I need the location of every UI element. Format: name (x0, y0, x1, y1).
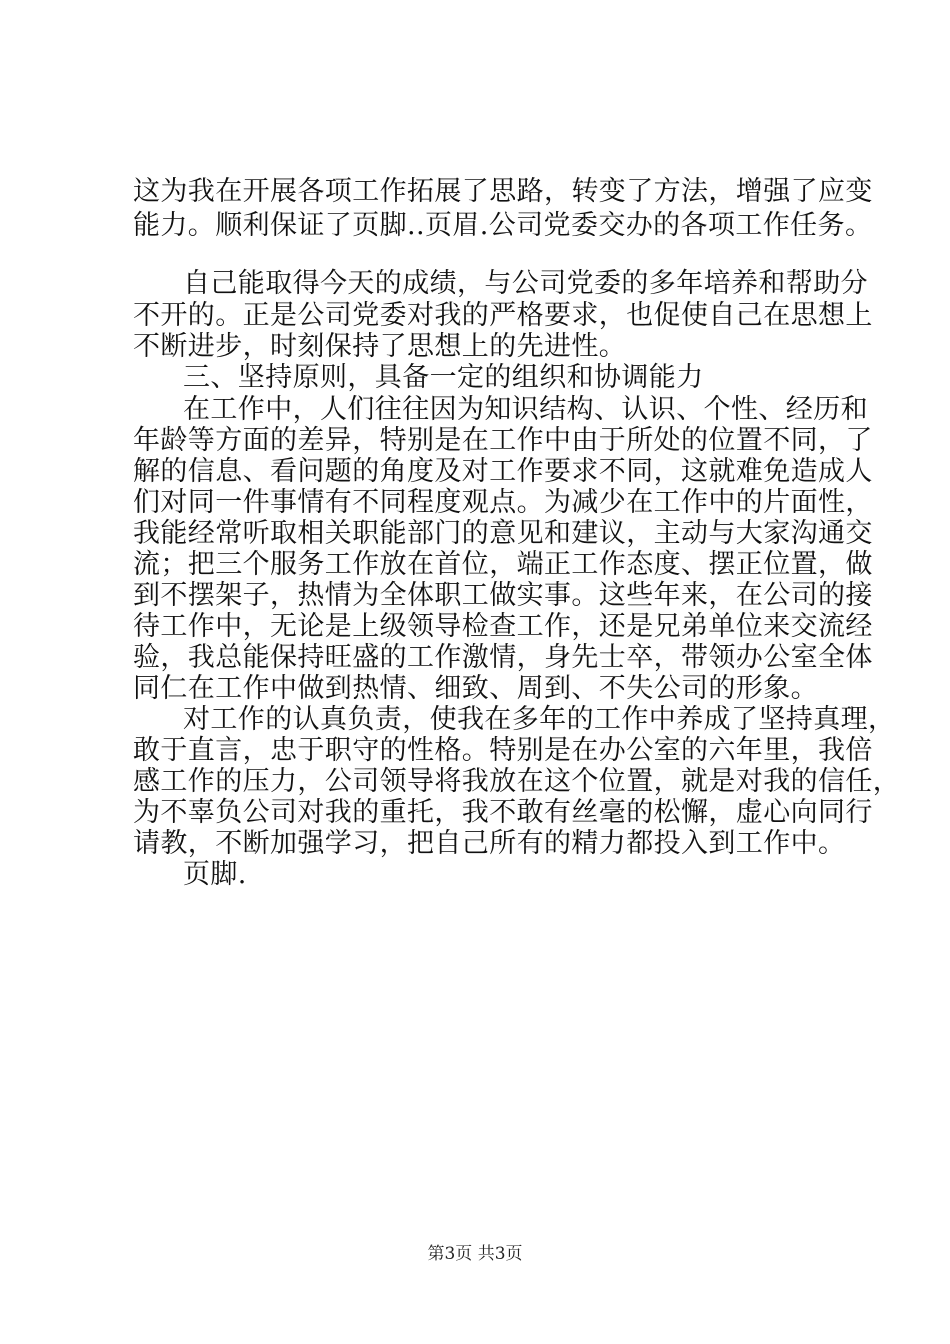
text-line: 这为我在开展各项工作拓展了思路，转变了方法，增强了应变 (133, 176, 873, 207)
text-line: 验，我总能保持旺盛的工作激情，身先士卒，带领办公室全体 (133, 642, 873, 673)
text-line: 到不摆架子，热情为全体职工做实事。这些年来，在公司的接 (133, 580, 873, 611)
text-line: 为不辜负公司对我的重托，我不敢有丝毫的松懈，虚心向同行 (133, 797, 873, 828)
page-footer: 第3页 共3页 (427, 1244, 523, 1264)
text-line: 解的信息、看问题的角度及对工作要求不同，这就难免造成人 (133, 456, 873, 487)
text-line: 流；把三个服务工作放在首位，端正工作态度、摆正位置，做 (133, 549, 873, 580)
section-heading: 三、坚持原则，具备一定的组织和协调能力 (183, 362, 704, 393)
text-line: 不断进步，时刻保持了思想上的先进性。 (133, 331, 627, 362)
text-line: 自己能取得今天的成绩，与公司党委的多年培养和帮助分 (183, 268, 868, 299)
text-line: 在工作中，人们往往因为知识结构、认识、个性、经历和 (183, 394, 868, 425)
text-line: 敢于直言，忠于职守的性格。特别是在办公室的六年里，我倍 (133, 735, 873, 766)
text-line: 感工作的压力，公司领导将我放在这个位置，就是对我的信任， (133, 766, 901, 797)
text-line: 们对同一件事情有不同程度观点。为减少在工作中的片面性， (133, 487, 873, 518)
text-line: 我能经常听取相关职能部门的意见和建议，主动与大家沟通交 (133, 518, 873, 549)
text-line: 年龄等方面的差异，特别是在工作中由于所处的位置不同，了 (133, 425, 873, 456)
text-line: 页脚. (183, 859, 247, 890)
text-line: 同仁在工作中做到热情、细致、周到、不失公司的形象。 (133, 673, 818, 704)
text-line: 能力。顺利保证了页脚..页眉.公司党委交办的各项工作任务。 (133, 210, 873, 241)
text-line: 待工作中，无论是上级领导检查工作，还是兄弟单位来交流经 (133, 611, 873, 642)
text-line: 不开的。正是公司党委对我的严格要求，也促使自己在思想上 (133, 300, 873, 331)
text-line: 对工作的认真负责，使我在多年的工作中养成了坚持真理， (183, 704, 896, 735)
text-line: 请教，不断加强学习，把自己所有的精力都投入到工作中。 (133, 828, 846, 859)
